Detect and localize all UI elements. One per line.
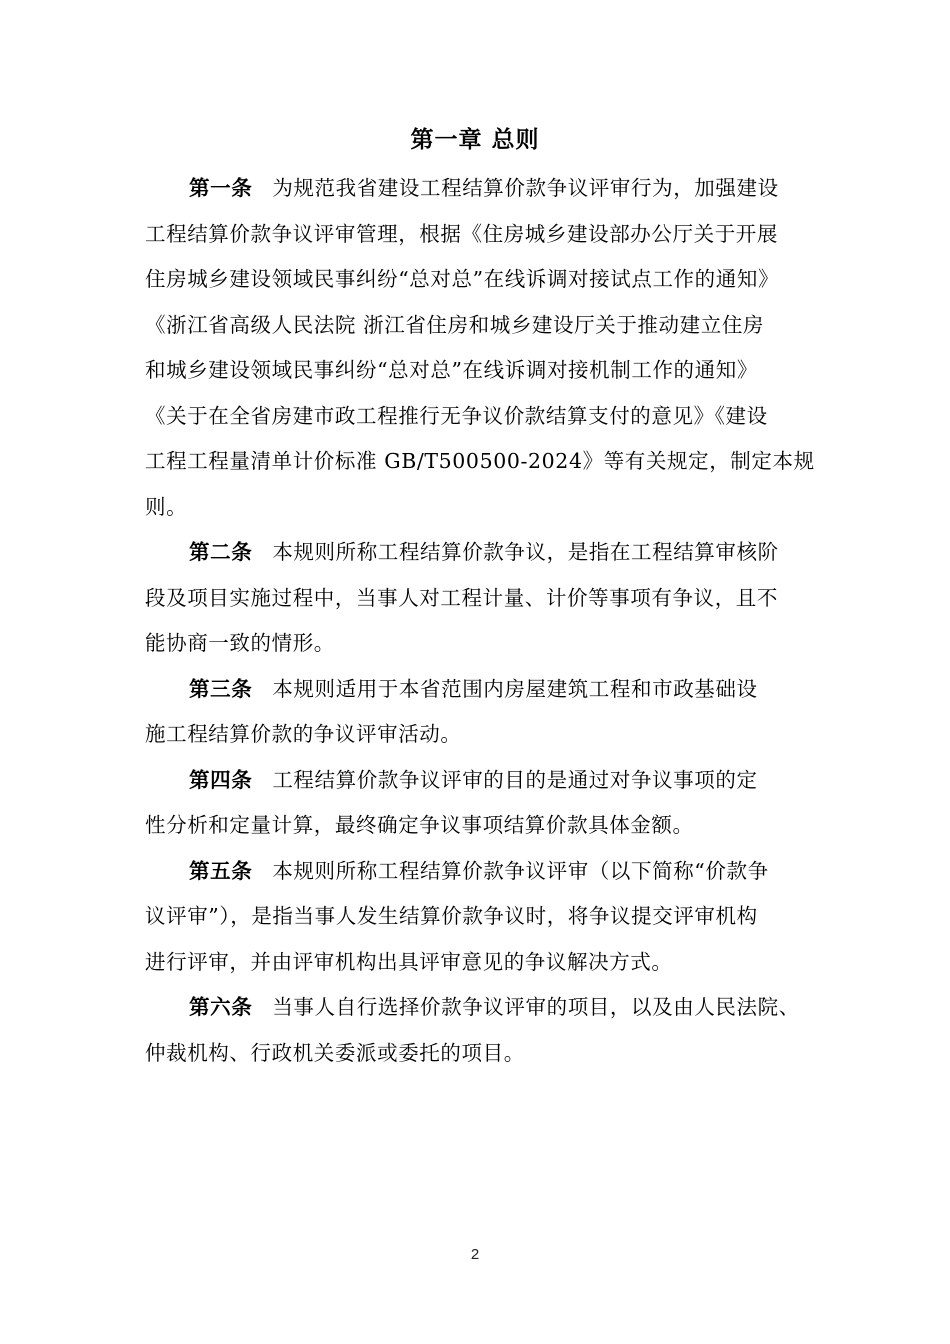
article-text: 当事人自行选择价款争议评审的项目，以及由人民法院、 <box>272 995 800 1019</box>
article-2 <box>145 536 815 673</box>
article-text-line: 施工程结算价款的争议评审活动。 <box>145 722 462 746</box>
article-label: 第三条 <box>189 676 253 701</box>
article-text-line: 性分析和定量计算，最终确定争议事项结算价款具体金额。 <box>145 813 694 837</box>
article-first-line <box>145 855 815 901</box>
article-first-line <box>145 764 815 810</box>
article-label: 第一条 <box>189 176 253 200</box>
article-text-line: 工程工程量清单计价标准 GB/T500500-2024》等有关规定，制定本规 <box>145 449 815 473</box>
article-text-line: 议评审”），是指当事人发生结算价款争议时，将争议提交评审机构 <box>145 904 758 928</box>
article-first-line <box>145 536 815 582</box>
article-text-line: 和城乡建设领域民事纠纷“总对总”在线诉调对接机制工作的通知》 <box>145 358 758 382</box>
chapter-title: 第一章 总则 <box>410 127 540 153</box>
article-text-line: 则。 <box>145 494 188 519</box>
article-first-line <box>145 172 815 218</box>
article-text-line: 《浙江省高级人民法院 浙江省住房和城乡建设厅关于推动建立住房 <box>145 312 765 337</box>
article-text: 工程结算价款争议评审的目的是通过对争议事项的定 <box>272 767 758 792</box>
article-3 <box>145 673 815 764</box>
article-text: 本规则所称工程结算价款争议评审（以下简称“价款争 <box>272 858 769 883</box>
article-text-line: 仲裁机构、行政机关委派或委托的项目。 <box>145 1040 525 1065</box>
article-4 <box>145 764 815 855</box>
article-first-line <box>145 991 815 1037</box>
article-text-line: 住房城乡建设领域民事纠纷“总对总”在线诉调对接试点工作的通知》 <box>145 267 780 291</box>
article-text: 为规范我省建设工程结算价款争议评审行为，加强建设 <box>272 176 779 200</box>
article-first-line <box>145 673 815 719</box>
document-body <box>145 172 815 1082</box>
article-label: 第二条 <box>189 540 253 564</box>
article-label: 第六条 <box>189 995 253 1019</box>
article-6 <box>145 991 815 1082</box>
article-text-line: 进行评审，并由评审机构出具评审意见的争议解决方式。 <box>145 949 673 974</box>
article-1 <box>145 172 815 536</box>
article-text: 本规则适用于本省范围内房屋建筑工程和市政基础设 <box>272 676 758 701</box>
article-text-line: 能协商一致的情形。 <box>145 631 335 655</box>
article-text-line: 段及项目实施过程中，当事人对工程计量、计价等事项有争议，且不 <box>145 585 778 610</box>
article-label: 第四条 <box>189 767 253 792</box>
article-text-line: 《关于在全省房建市政工程推行无争议价款结算支付的意见》《建设 <box>145 403 768 428</box>
article-5 <box>145 855 815 992</box>
article-label: 第五条 <box>189 858 253 883</box>
article-text: 本规则所称工程结算价款争议，是指在工程结算审核阶 <box>272 540 779 564</box>
page-number: 2 <box>470 1246 480 1263</box>
article-text-line: 工程结算价款争议评审管理，根据《住房城乡建设部办公厅关于开展 <box>145 221 778 246</box>
